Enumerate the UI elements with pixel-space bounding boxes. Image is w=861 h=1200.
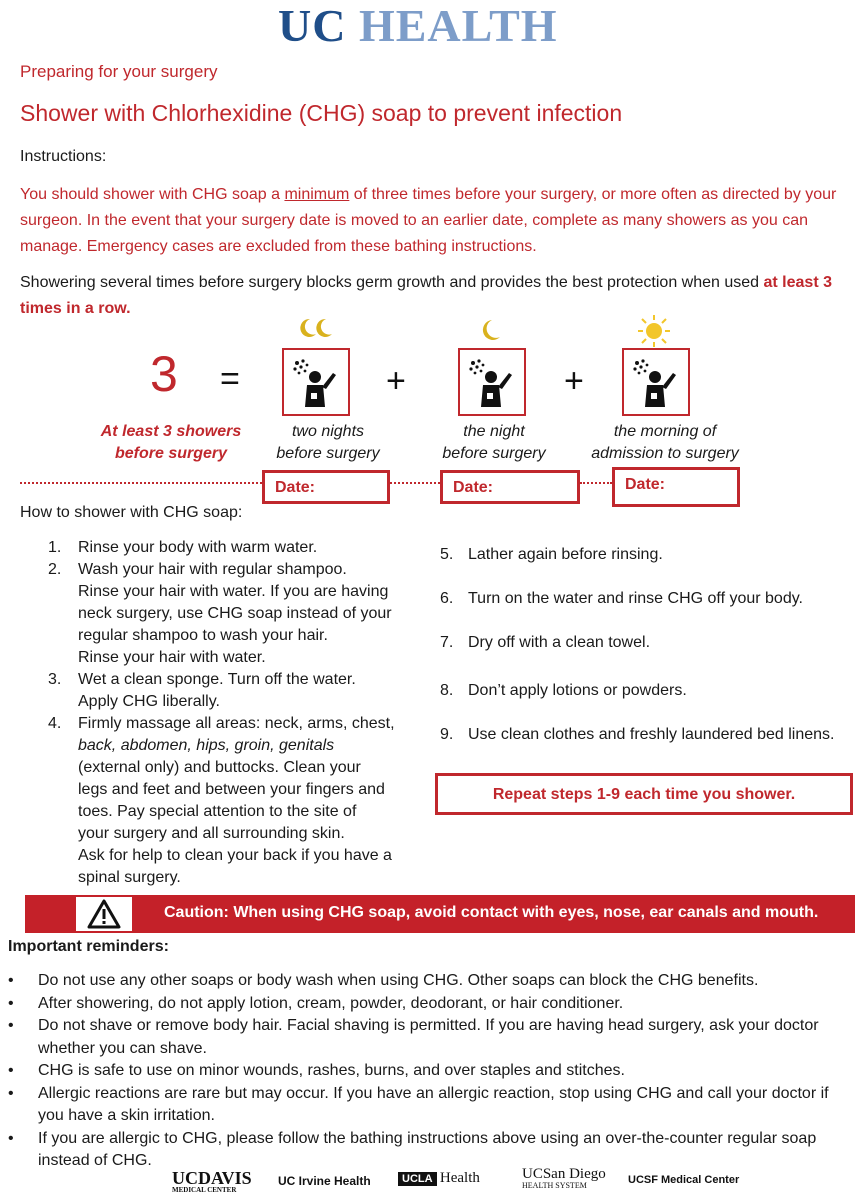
step-number: 1. — [48, 539, 62, 556]
showering-text — [20, 270, 840, 322]
step-number: 4. — [48, 715, 62, 732]
list-item — [8, 1015, 848, 1060]
step-line: Apply CHG liberally. — [78, 693, 220, 710]
caption-line: before surgery — [276, 445, 380, 462]
step-text: Use clean clothes and freshly laundered bed linens. — [468, 726, 835, 743]
ucsf-logo: UCSF Medical Center — [628, 1174, 740, 1186]
caption-line: before surgery — [114, 445, 228, 462]
reminder-text: Allergic reactions are rare but may occur. If you have an allergic reaction, stop using CHG and call your doctor if you have a skin irritation. — [38, 1084, 829, 1124]
step-text: Turn on the water and rinse CHG off your body. — [468, 590, 803, 607]
logo-subtext: MEDICAL CENTER — [172, 1186, 237, 1194]
caption-line: At least 3 showers — [100, 423, 242, 440]
bullet-icon: • — [8, 994, 14, 1012]
repeat-steps-box: Repeat steps 1-9 each time you shower. — [435, 773, 853, 815]
dotted-divider — [580, 482, 612, 484]
page-subtitle: Preparing for your surgery — [20, 62, 218, 81]
logo-text: Health — [439, 1170, 480, 1186]
bullet-icon: • — [8, 1084, 14, 1102]
shower-icon — [282, 348, 350, 416]
shower-caption — [575, 421, 755, 465]
uc-irvine-logo: UC Irvine Health — [278, 1174, 371, 1188]
caution-text: Caution: When using CHG soap, avoid contact with eyes, nose, ear canals and mouth. — [164, 904, 819, 921]
equals-sign: = — [220, 360, 240, 398]
uc-health-logo — [278, 0, 558, 52]
plus-sign: + — [386, 362, 406, 400]
step-item — [440, 588, 803, 610]
step-line: Rinse your hair with water. If you are having — [78, 583, 389, 600]
logo-subtext: HEALTH SYSTEM — [522, 1181, 587, 1190]
date-field[interactable]: Date: — [612, 467, 740, 507]
shower-caption — [238, 421, 418, 465]
step-line: toes. Pay special attention to the site of — [78, 803, 357, 820]
plus-sign: + — [564, 362, 584, 400]
bullet-icon: • — [8, 972, 14, 989]
step-line: Wet a clean sponge. Turn off the water. — [78, 671, 356, 688]
step-number: 8. — [440, 682, 454, 699]
two-moons-icon — [298, 316, 334, 345]
reminders-label: Important reminders: — [8, 938, 169, 955]
shower-icon — [458, 348, 526, 416]
step-item — [440, 544, 663, 566]
step-line: spinal surgery. — [78, 869, 181, 886]
step-line: Rinse your hair with water. — [78, 649, 266, 666]
step-item — [440, 724, 834, 746]
step-number: 3. — [48, 671, 62, 688]
step-line: legs and feet and between your fingers and — [78, 781, 385, 798]
step-line: Wash your hair with regular shampoo. — [78, 561, 347, 578]
list-item — [8, 1083, 848, 1128]
steps-left-list — [20, 537, 410, 889]
list-item — [8, 1060, 848, 1083]
bullet-icon: • — [8, 1017, 14, 1034]
shower-caption — [404, 421, 584, 465]
instructions-text — [20, 182, 840, 260]
page-title: Shower with Chlorhexidine (CHG) soap to prevent infection — [20, 100, 623, 126]
how-to-label: How to shower with CHG soap: — [20, 504, 243, 521]
reminder-text: If you are allergic to CHG, please follow the bathing instructions above using an over-the-counter regular soap instead of CHG. — [38, 1129, 817, 1169]
list-item — [8, 1128, 848, 1173]
reminder-text: Do not use any other soaps or body wash when using CHG. Other soaps can block the CHG benefits. — [38, 972, 759, 989]
step-line: regular shampoo to wash your hair. — [78, 627, 328, 644]
instructions-label: Instructions: — [20, 148, 107, 165]
step-line: Ask for help to clean your back if you have a — [78, 847, 392, 864]
uc-davis-logo — [172, 1168, 252, 1194]
bullet-icon: • — [8, 1129, 14, 1147]
reminder-text: After showering, do not apply lotion, cream, powder, deodorant, or hair conditioner. — [38, 994, 624, 1012]
step-line: Firmly massage all areas: neck, arms, chest, — [78, 715, 395, 732]
bullet-icon: • — [8, 1062, 14, 1079]
caption-line: the night — [463, 423, 525, 440]
warning-triangle-icon — [76, 897, 132, 931]
instructions-emphasis: minimum — [284, 186, 350, 203]
reminders-list — [8, 970, 848, 1173]
logo-text: UCLA — [398, 1172, 437, 1186]
step-item — [20, 669, 410, 713]
step-number: 5. — [440, 546, 454, 563]
logo-text: UCSan Diego — [522, 1166, 606, 1182]
showering-emphasis: at least 3 times in a row. — [20, 274, 832, 317]
dotted-divider — [20, 482, 262, 484]
caption-line: before surgery — [442, 445, 546, 462]
step-number: 2. — [48, 561, 62, 578]
step-number: 7. — [440, 634, 454, 651]
instructions-text-part: of three times before your surgery, or more often as directed by your surgeon. In the event that your surgery date is moved to an earlier date, complete as many showers as you can manage. Emergency cases are excluded from these bathing instructions. — [20, 186, 837, 255]
step-item — [440, 632, 650, 654]
step-item — [20, 559, 410, 669]
step-line: (external only) and buttocks. Clean your — [78, 759, 361, 776]
at-least-caption — [86, 421, 256, 465]
step-item — [20, 537, 410, 559]
step-number: 6. — [440, 590, 454, 607]
dotted-divider — [390, 482, 440, 484]
step-line: Rinse your body with warm water. — [78, 539, 318, 556]
caption-line: admission to surgery — [591, 445, 739, 462]
step-line: neck surgery, use CHG soap instead of your — [78, 605, 392, 622]
step-item — [440, 680, 687, 702]
shower-icon — [622, 348, 690, 416]
step-line: back, abdomen, hips, groin, genitals — [78, 737, 335, 754]
moon-icon — [480, 318, 502, 347]
date-field[interactable]: Date: — [262, 470, 390, 504]
reminder-text: Do not shave or remove body hair. Facial shaving is permitted. If you are having head surgery, ask your doctor whether you can shave. — [38, 1017, 819, 1057]
ucla-health-logo — [398, 1170, 480, 1187]
uc-san-diego-logo — [522, 1166, 606, 1190]
shower-count: 3 — [150, 346, 178, 402]
reminder-text: CHG is safe to use on minor wounds, rashes, burns, and over staples and stitches. — [38, 1062, 625, 1079]
showering-text-part: Showering several times before surgery blocks germ growth and provides the best protection when used — [20, 274, 764, 291]
caption-line: two nights — [291, 423, 365, 440]
step-text: Lather again before rinsing. — [468, 546, 663, 563]
step-item — [20, 713, 410, 889]
list-item — [8, 993, 848, 1016]
logo-text: UCDAVIS — [172, 1168, 252, 1188]
logo-health: HEALTH — [358, 0, 558, 51]
step-line: your surgery and all surrounding skin. — [78, 825, 345, 842]
step-number: 9. — [440, 726, 454, 743]
date-field[interactable]: Date: — [440, 470, 580, 504]
step-text: Don’t apply lotions or powders. — [468, 682, 687, 699]
instructions-text-part: You should shower with CHG soap a — [20, 186, 285, 203]
list-item — [8, 970, 848, 993]
logo-uc: UC — [278, 0, 347, 51]
step-text: Dry off with a clean towel. — [468, 634, 651, 651]
caption-line: the morning of — [613, 423, 717, 440]
